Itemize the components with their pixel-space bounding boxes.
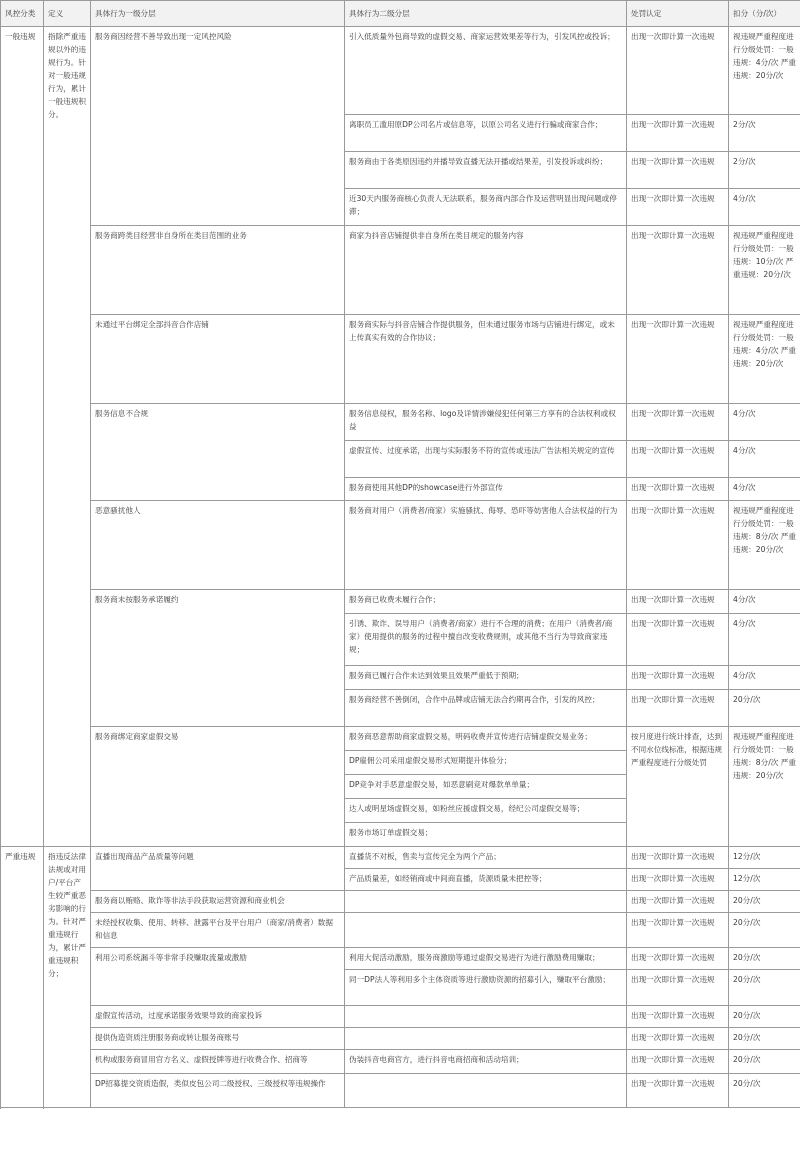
penalty-cell: 出现一次即计算一次违规: [627, 1074, 729, 1108]
level2-cell: 近30天内服务商核心负责人无法联系，服务商内部合作及运营明显出现问题或停滞；: [345, 189, 627, 226]
header-definition: 定义: [44, 1, 91, 27]
level1-cell: 直播出现商品产品质量等问题: [91, 847, 345, 891]
table-row: [1, 948, 800, 970]
deduction-cell: 12分/次: [729, 869, 800, 891]
penalty-cell: 出现一次即计算一次违规: [627, 1050, 729, 1074]
level1-cell: DP招募提交资质造假，类似皮包公司二级授权、三级授权等违规操作: [91, 1074, 345, 1108]
level1-cell: 虚假宣传活动，过度承诺服务效果导致的商家投诉: [91, 1006, 345, 1028]
level2-cell: 服务商经营不善倒闭，合作中品牌或店铺无法合约期再合作，引发的风控；: [345, 690, 627, 727]
penalty-cell: 出现一次即计算一次违规: [627, 441, 729, 478]
level2-cell: 服务商使用其他DP的showcase进行外部宣传: [345, 478, 627, 501]
deduction-cell: 2分/次: [729, 115, 800, 152]
level1-cell: 服务商以贿赂、欺诈等非法手段获取运营资源和商业机会: [91, 891, 345, 913]
deduction-cell: 4分/次: [729, 441, 800, 478]
deduction-cell: 4分/次: [729, 590, 800, 614]
level2-cell: 伪装抖音电商官方，进行抖音电商招商和活动培训；: [345, 1050, 627, 1074]
deduction-cell: 20分/次: [729, 970, 800, 1006]
penalty-cell: 出现一次即计算一次违规: [627, 315, 729, 404]
table-row: [1, 590, 800, 614]
level1-cell: 未通过平台绑定全部抖音合作店铺: [91, 315, 345, 404]
level2-cell: 引诱、欺诈、误导用户（消费者/商家）进行不合理的消费；在用户（消费者/商家）使用提供的服务的过程中擅自改变收费规则，或其他不当行为导致商家违规；: [345, 614, 627, 666]
deduction-cell: 20分/次: [729, 891, 800, 913]
level2-cell: [345, 1028, 627, 1050]
penalty-cell: 出现一次即计算一次违规: [627, 1006, 729, 1028]
header-deduction: 扣分（分/次）: [729, 1, 800, 27]
level2-cell: 服务商已收费未履行合作；: [345, 590, 627, 614]
table-row: [1, 891, 800, 913]
level2-cell: 服务信息侵权，服务名称、logo及详情涉嫌侵犯任何第三方享有的合法权利或权益: [345, 404, 627, 441]
penalty-cell: 出现一次即计算一次违规: [627, 404, 729, 441]
deduction-cell: 4分/次: [729, 189, 800, 226]
level2-cell: 达人或明星场虚假交易，如粉丝应援虚假交易，经纪公司虚假交易等；: [345, 799, 627, 823]
deduction-cell: 12分/次: [729, 847, 800, 869]
table-row: [1, 913, 800, 948]
level2-cell: 商家为抖音店铺提供非自身所在类目规定的服务内容: [345, 226, 627, 315]
level1-cell: 服务商跨类目经营非自身所在类目范围的业务: [91, 226, 345, 315]
level1-cell: 服务商未按服务承诺履约: [91, 590, 345, 727]
penalty-cell: 出现一次即计算一次违规: [627, 690, 729, 727]
header-penalty: 处罚认定: [627, 1, 729, 27]
penalty-cell: 出现一次即计算一次违规: [627, 614, 729, 666]
deduction-cell: 20分/次: [729, 1074, 800, 1108]
penalty-cell: 出现一次即计算一次违规: [627, 869, 729, 891]
deduction-cell: 4分/次: [729, 404, 800, 441]
table-row: [1, 315, 800, 404]
penalty-cell: 按月度进行统计排查，达到不同水位线标准，根据违规严重程度进行分级处罚: [627, 727, 729, 847]
deduction-cell: 20分/次: [729, 948, 800, 970]
category-cell: 严重违规: [1, 847, 44, 1108]
table-row: [1, 1028, 800, 1050]
penalty-cell: 出现一次即计算一次违规: [627, 666, 729, 690]
level2-cell: 同一DP法人等利用多个主体资质等进行激励资源的招募引入，赚取平台激励；: [345, 970, 627, 1006]
penalty-cell: 出现一次即计算一次违规: [627, 1028, 729, 1050]
level2-cell: DP雇佣公司采用虚假交易形式短期提升体验分；: [345, 751, 627, 775]
level2-cell: [345, 1006, 627, 1028]
deduction-cell: 20分/次: [729, 1006, 800, 1028]
table-row: [1, 501, 800, 590]
level2-cell: [345, 1074, 627, 1108]
penalty-cell: 出现一次即计算一次违规: [627, 115, 729, 152]
table-row: [1, 1006, 800, 1028]
table-row: [1, 1050, 800, 1074]
deduction-cell: 视违规严重程度进行分级处罚：一般违规：8分/次 严重违规：20分/次: [729, 727, 800, 847]
deduction-cell: 视违规严重程度进行分级处罚：一般违规：4分/次 严重违规：20分/次: [729, 315, 800, 404]
deduction-cell: 4分/次: [729, 666, 800, 690]
level1-cell: 恶意骚扰他人: [91, 501, 345, 590]
level2-cell: DP竞争对手恶意虚假交易，如恶意刷竞对爆款单单量；: [345, 775, 627, 799]
level2-cell: 离职员工滥用原DP公司名片或信息等，以原公司名义进行行骗或商家合作；: [345, 115, 627, 152]
level2-cell: 服务市场订单虚假交易；: [345, 823, 627, 847]
deduction-cell: 20分/次: [729, 913, 800, 948]
table-row: [1, 226, 800, 315]
penalty-cell: 出现一次即计算一次违规: [627, 152, 729, 189]
deduction-cell: 视违规严重程度进行分级处罚：一般违规：8分/次 严重违规：20分/次: [729, 501, 800, 590]
level1-cell: 未经授权收集、使用、转移、泄露平台及平台用户（商家/消费者）数据和信息: [91, 913, 345, 948]
level2-cell: 服务商由于各类原因违约并播导致直播无法开播或结果差，引发投诉或纠纷；: [345, 152, 627, 189]
deduction-cell: 20分/次: [729, 690, 800, 727]
level1-cell: 服务信息不合规: [91, 404, 345, 501]
penalty-cell: 出现一次即计算一次违规: [627, 226, 729, 315]
level2-cell: 虚假宣传、过度承诺，出现与实际服务不符的宣传或违法广告法相关规定的宣传: [345, 441, 627, 478]
penalty-cell: 出现一次即计算一次违规: [627, 478, 729, 501]
table-header-row: [1, 1, 800, 27]
table-row: [1, 727, 800, 751]
level2-cell: [345, 913, 627, 948]
penalty-cell: 出现一次即计算一次违规: [627, 847, 729, 869]
deduction-cell: 4分/次: [729, 478, 800, 501]
penalty-cell: 出现一次即计算一次违规: [627, 970, 729, 1006]
header-level1: 具体行为一级分层: [91, 1, 345, 27]
penalty-cell: 出现一次即计算一次违规: [627, 590, 729, 614]
definition-cell: 指除严重违规以外的违规行为。针对一般违规行为，累计一般违规积分。: [44, 27, 91, 847]
level1-cell: 服务商绑定商家虚假交易: [91, 727, 345, 847]
header-category: 风控分类: [1, 1, 44, 27]
level2-cell: 服务商对用户（消费者/商家）实施骚扰、侮辱、恐吓等妨害他人合法权益的行为: [345, 501, 627, 590]
deduction-cell: 视违规严重程度进行分级处罚：一般违规：4分/次 严重违规：20分/次: [729, 27, 800, 115]
level1-cell: 提供伪造资质注册服务商或转让服务商账号: [91, 1028, 345, 1050]
level2-cell: 利用大促活动激励，服务商激励等通过虚假交易进行为进行激励费用赚取；: [345, 948, 627, 970]
penalty-cell: 出现一次即计算一次违规: [627, 501, 729, 590]
penalty-cell: 出现一次即计算一次违规: [627, 189, 729, 226]
penalty-cell: 出现一次即计算一次违规: [627, 913, 729, 948]
level2-cell: 服务商已履行合作未达到效果且效果严重低于预期；: [345, 666, 627, 690]
deduction-cell: 20分/次: [729, 1028, 800, 1050]
table-row: [1, 27, 800, 115]
level2-cell: 直播货不对板，售卖与宣传完全为两个产品；: [345, 847, 627, 869]
deduction-cell: 4分/次: [729, 614, 800, 666]
level2-cell: 服务商恶意帮助商家虚假交易，明码收费并宣传进行店铺虚假交易业务；: [345, 727, 627, 751]
level1-cell: 服务商因经营不善导致出现一定风控风险: [91, 27, 345, 226]
deduction-cell: 2分/次: [729, 152, 800, 189]
penalty-cell: 出现一次即计算一次违规: [627, 891, 729, 913]
table-row: [1, 404, 800, 441]
level2-cell: 服务商实际与抖音店铺合作提供服务，但未通过服务市场与店铺进行绑定，或未上传真实有效的合作协议；: [345, 315, 627, 404]
table-row: [1, 847, 800, 869]
header-level2: 具体行为二级分层: [345, 1, 627, 27]
level2-cell: [345, 891, 627, 913]
penalty-cell: 出现一次即计算一次违规: [627, 27, 729, 115]
level2-cell: 引入低质量外包商导致的虚假交易、商家运营效果差等行为，引发风控或投诉；: [345, 27, 627, 115]
deduction-cell: 视违规严重程度进行分级处罚：一般违规：10分/次 严重违规：20分/次: [729, 226, 800, 315]
definition-cell: 指违反法律法规或对用户/平台产生较严重恶劣影响的行为。针对严重违规行为，累计严重违规积分；: [44, 847, 91, 1108]
deduction-cell: 20分/次: [729, 1050, 800, 1074]
category-cell: 一般违规: [1, 27, 44, 847]
penalty-cell: 出现一次即计算一次违规: [627, 948, 729, 970]
level2-cell: 产品质量差，如经销商或中间商直播，货源质量未把控等；: [345, 869, 627, 891]
table-row: [1, 1074, 800, 1108]
level1-cell: 机构或服务商冒用官方名义、虚假授牌等进行收费合作、招商等: [91, 1050, 345, 1074]
level1-cell: 利用公司系统漏斗等非常手段赚取流量或激励: [91, 948, 345, 1006]
